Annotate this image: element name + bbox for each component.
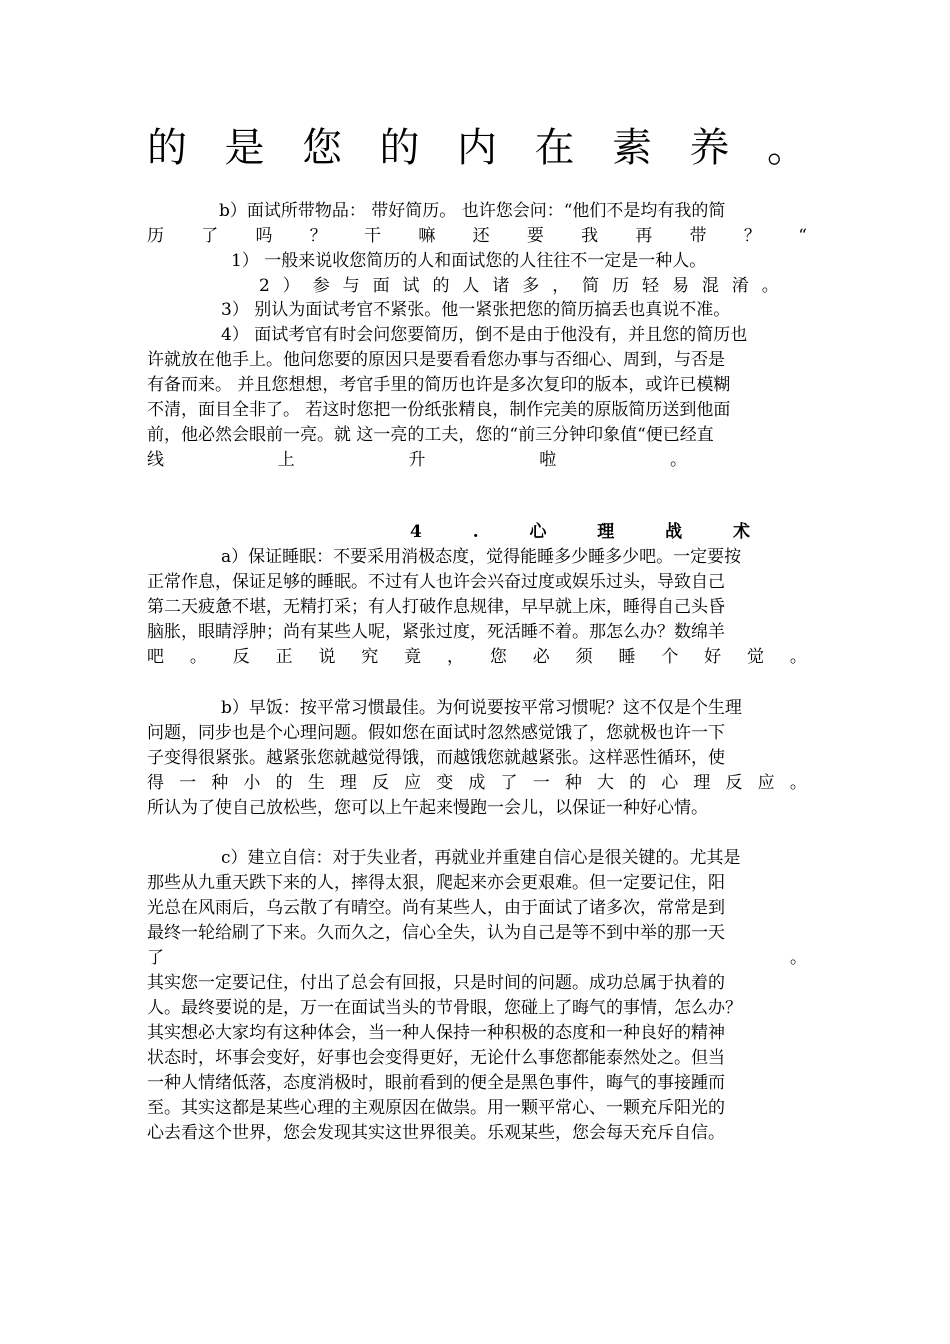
doc-line: 那些从九重天跌下来的人，摔得太狠，爬起来亦会更艰难。但一定要记住，阳 bbox=[147, 873, 725, 893]
glyph: 嘛 bbox=[418, 226, 436, 246]
glyph: 试 bbox=[402, 276, 420, 296]
glyph: 还 bbox=[472, 226, 490, 246]
glyph: 小 bbox=[243, 773, 261, 793]
doc-line: 4） 面试考官有时会问您要简历，倒不是由于他没有，并且您的简历也 bbox=[221, 325, 748, 345]
glyph: 素 bbox=[612, 125, 652, 171]
glyph: 变 bbox=[436, 773, 454, 793]
glyph: 多 bbox=[522, 276, 540, 296]
doc-line bbox=[147, 946, 807, 971]
doc-line: 许就放在他手上。他问您要的原因只是要看看您办事与否细心、周到，与否是 bbox=[147, 350, 725, 370]
glyph: 历 bbox=[612, 276, 630, 296]
glyph: 人 bbox=[462, 276, 480, 296]
doc-line: 不清，面目全非了。 若这时您把一份纸张精良，制作完美的原版简历送到他面 bbox=[147, 400, 731, 420]
doc-line: 脑胀，眼睛浮肿；尚有某些人呢，紧张过度，死活睡不着。那怎么办？数绵羊 bbox=[147, 622, 725, 642]
glyph: 2 bbox=[259, 276, 270, 296]
doc-line bbox=[147, 274, 779, 299]
doc-line: 人。最终要说的是，万一在面试当头的节骨眼，您碰上了晦气的事情，怎么办？ bbox=[147, 998, 742, 1018]
glyph: 的 bbox=[379, 125, 420, 171]
glyph: ， bbox=[447, 647, 465, 667]
glyph: 上 bbox=[277, 450, 295, 470]
doc-line: 心去看这个世界，您会发现其实这世界很美。乐观某些，您会每天充斥自信。 bbox=[147, 1123, 725, 1143]
doc-line bbox=[147, 645, 807, 670]
doc-line: 3） 别认为面试考官不紧张。他一紧张把您的简历搞丢也真说不准。 bbox=[221, 300, 731, 320]
glyph: ， bbox=[552, 276, 570, 296]
glyph: 了 bbox=[201, 226, 219, 246]
doc-line: 状态时，坏事会变好，好事也会变得更好，无论什么事您都能泰然处之。但当 bbox=[147, 1048, 725, 1068]
glyph: 4 bbox=[410, 522, 422, 542]
glyph: 的 bbox=[275, 773, 293, 793]
glyph: 反 bbox=[371, 773, 389, 793]
glyph: 竟 bbox=[404, 647, 422, 667]
glyph: 理 bbox=[339, 773, 357, 793]
glyph: 心 bbox=[661, 773, 679, 793]
doc-line-end: 。 bbox=[790, 948, 807, 968]
glyph: 升 bbox=[408, 450, 426, 470]
glyph: 内 bbox=[457, 125, 497, 171]
doc-line: a）保证睡眠：不要采用消极态度，觉得能睡多少睡多少吧。一定要按 bbox=[221, 547, 742, 567]
doc-line: 光总在风雨后，乌云散了有晴空。尚有某些人，由于面试了诸多次，常常是到 bbox=[147, 898, 725, 918]
glyph: 带 bbox=[689, 226, 707, 246]
glyph: 再 bbox=[635, 226, 653, 246]
glyph: 须 bbox=[575, 647, 593, 667]
glyph: 生 bbox=[307, 773, 325, 793]
glyph: ？ bbox=[309, 226, 327, 246]
glyph: 啦 bbox=[539, 450, 557, 470]
glyph: ？ bbox=[743, 226, 761, 246]
glyph: 战 bbox=[665, 522, 683, 542]
glyph: 了 bbox=[500, 773, 518, 793]
doc-line: 有备而来。 并且您想想，考官手里的简历也许是多次复印的版本，或许已模糊 bbox=[147, 375, 731, 395]
glyph: 术 bbox=[732, 522, 750, 542]
glyph: 一 bbox=[179, 773, 197, 793]
glyph: 反 bbox=[232, 647, 250, 667]
glyph: 历 bbox=[147, 226, 164, 246]
doc-line: 1） 一般来说收您简历的人和面试您的人往往不一定是一种人。 bbox=[231, 251, 707, 271]
glyph: 简 bbox=[582, 276, 600, 296]
glyph: 睡 bbox=[618, 647, 636, 667]
glyph: 得 bbox=[147, 773, 164, 793]
glyph: 。 bbox=[761, 276, 779, 296]
doc-line: 第二天疲惫不堪，无精打采；有人打破作息规律，早早就上床，睡得自己头昏 bbox=[147, 597, 725, 617]
glyph: 反 bbox=[725, 773, 743, 793]
glyph: 必 bbox=[532, 647, 550, 667]
doc-line-large bbox=[147, 124, 807, 172]
glyph: 养 bbox=[689, 125, 730, 171]
glyph: 理 bbox=[597, 522, 615, 542]
glyph: 好 bbox=[704, 647, 722, 667]
doc-line: b）面试所带物品： 带好简历。 也许您会问：“他们不是均有我的简 bbox=[219, 201, 726, 221]
glyph: 说 bbox=[318, 647, 336, 667]
glyph: 您 bbox=[302, 125, 342, 171]
glyph: 的 bbox=[432, 276, 450, 296]
doc-line: 问题，同步也是个心理问题。假如您在面试时忽然感觉饿了，您就极也许一下 bbox=[147, 723, 725, 743]
glyph: 。 bbox=[789, 647, 807, 667]
doc-line: c）建立自信：对于失业者，再就业并重建自信心是很关键的。尤其是 bbox=[221, 848, 741, 868]
glyph: 大 bbox=[596, 773, 614, 793]
glyph: 。 bbox=[789, 773, 807, 793]
glyph: 种 bbox=[211, 773, 229, 793]
glyph: 面 bbox=[372, 276, 390, 296]
doc-line: 正常作息，保证足够的睡眠。不过有人也许会兴奋过度或娱乐过头，导致自己 bbox=[147, 572, 725, 592]
glyph: 您 bbox=[489, 647, 507, 667]
doc-line: 最终一轮给刷了下来。久而久之，信心全失，认为自己是等不到中举的那一天 bbox=[147, 923, 725, 943]
glyph: 吧 bbox=[147, 647, 164, 667]
glyph: 一 bbox=[532, 773, 550, 793]
glyph: 干 bbox=[364, 226, 382, 246]
glyph: 觉 bbox=[747, 647, 765, 667]
glyph: 参 bbox=[312, 276, 330, 296]
doc-line: 前，他必然会眼前一亮。就 这一亮的工夫，您的“前三分钟印象值“便已经直 bbox=[147, 425, 714, 445]
glyph: 我 bbox=[581, 226, 599, 246]
glyph: “ bbox=[798, 226, 807, 246]
glyph: 是 bbox=[224, 125, 265, 171]
glyph: 。 bbox=[670, 450, 687, 470]
doc-line bbox=[147, 448, 687, 473]
glyph: 个 bbox=[661, 647, 679, 667]
glyph: 究 bbox=[361, 647, 379, 667]
doc-line: 至。其实这都是某些心理的主观原因在做祟。用一颗平常心、一颗充斥阳光的 bbox=[147, 1098, 725, 1118]
glyph: 理 bbox=[693, 773, 711, 793]
glyph: 。 bbox=[767, 125, 807, 171]
doc-line: 所认为了使自己放松些，您可以上午起来慢跑一会儿，以保证一种好心情。 bbox=[147, 798, 708, 818]
doc-line bbox=[147, 224, 807, 249]
glyph: 正 bbox=[275, 647, 293, 667]
glyph: 的 bbox=[629, 773, 647, 793]
glyph: 线 bbox=[147, 450, 164, 470]
glyph: 。 bbox=[189, 647, 207, 667]
glyph: 的 bbox=[147, 125, 187, 171]
glyph: 种 bbox=[564, 773, 582, 793]
glyph: 吗 bbox=[255, 226, 273, 246]
section-heading bbox=[410, 520, 750, 545]
glyph: 应 bbox=[404, 773, 422, 793]
glyph: 淆 bbox=[731, 276, 749, 296]
glyph: ） bbox=[282, 276, 300, 296]
glyph: 应 bbox=[757, 773, 775, 793]
glyph: 在 bbox=[534, 125, 575, 171]
doc-line: 其实想必大家均有这种体会，当一种人保持一种积极的态度和一种良好的精神 bbox=[147, 1023, 725, 1043]
glyph: 诸 bbox=[492, 276, 510, 296]
doc-line: b）早饭：按平常习惯最佳。为何说要按平常习惯呢？这不仅是个生理 bbox=[221, 698, 742, 718]
glyph: 与 bbox=[342, 276, 360, 296]
glyph: 混 bbox=[701, 276, 719, 296]
glyph: 轻 bbox=[642, 276, 660, 296]
doc-line: 一种人情绪低落，态度消极时，眼前看到的便全是黑色事件，晦气的事接踵而 bbox=[147, 1073, 725, 1093]
doc-line-start: 了 bbox=[147, 948, 164, 968]
glyph: . bbox=[472, 522, 479, 542]
doc-line bbox=[147, 771, 807, 796]
glyph: 成 bbox=[468, 773, 486, 793]
glyph: 心 bbox=[529, 522, 547, 542]
doc-line: 子变得很紧张。越紧张您就越觉得饿，而越饿您就越紧张。这样恶性循环，使 bbox=[147, 748, 725, 768]
glyph: 要 bbox=[526, 226, 544, 246]
doc-line: 其实您一定要记住，付出了总会有回报，只是时间的问题。成功总属于执着的 bbox=[147, 973, 725, 993]
glyph: 易 bbox=[671, 276, 689, 296]
